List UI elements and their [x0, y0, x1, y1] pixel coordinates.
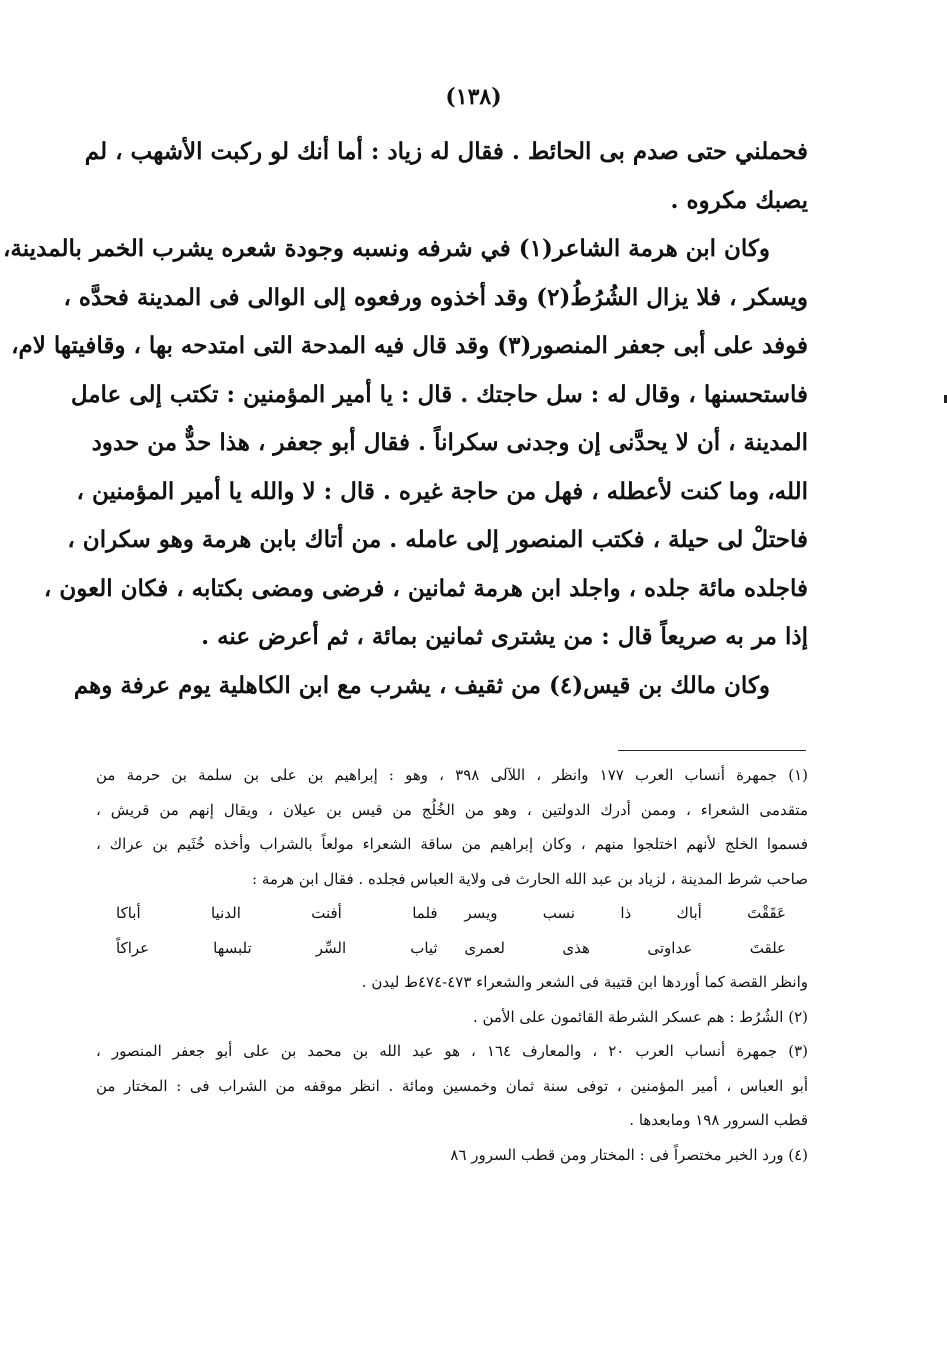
- page-number: (١٣٨): [445, 84, 502, 110]
- verse-hemistich: فلما أفنت الدنيا أباكا: [116, 904, 438, 922]
- text-line: فحملني حتى صدم بى الحائط . فقال له زياد : أما أنك لو ركبت الأشهب ، لم: [84, 138, 808, 165]
- poem-verse: [96, 931, 808, 966]
- text-line: ويسكر ، فلا يزال الشُرُطُ(٢) وقد أخذوه ورفعوه إلى الوالى فى المدينة فحدَّه ،: [63, 283, 808, 311]
- verse-hemistich: علقتَ عداوتى هذى لعمرى: [464, 938, 786, 957]
- text-line: وكان مالك بن قيس(٤) من ثقيف ، يشرب مع ابن الكاهلية يوم عرفة وهم: [73, 671, 770, 699]
- text-line: يصبك مكروه .: [670, 186, 808, 214]
- text-line: وكان ابن هرمة الشاعر(١) في شرفه ونسبه وجودة شعره يشرب الخمر بالمدينة،: [2, 235, 770, 262]
- main-text: [2, 128, 808, 710]
- footnote-line: قطب السرور ١٩٨ ومابعدها .: [629, 1111, 808, 1129]
- text-line: فاحتلْ لى حيلة ، فكتب المنصور إلى عامله . من أتاك بابن هرمة وهو سكران ،: [67, 526, 808, 553]
- text-line: إذا مر به صريعاً قال : من يشترى ثمانين بمائة ، ثم أعرض عنه .: [201, 623, 808, 650]
- text-line: الله، وما كنت لأعطله ، فهل من حاجة غيره . قال : لا والله يا أمير المؤمنين ،: [76, 477, 808, 505]
- footnote-4: (٤) ورد الخبر مختصراً فى : المختار ومن قطب السرور ٨٦: [450, 1145, 808, 1164]
- footnote-line: فسموا الخلج لأنهم اختلجوا منهم ، وكان إبراهيم من ساقة الشعراء مولعاً بالشراب وأخذه خُثَيم بن عراك ،: [96, 835, 808, 853]
- text-line: فاجلده مائة جلده ، واجلد ابن هرمة ثمانين ، فرضى ومضى بكتابه ، فكان العون ،: [43, 574, 808, 602]
- verse-hemistich: ثياب السِّر تلبسها عراكاً: [116, 938, 438, 957]
- footnote-separator: [618, 750, 806, 751]
- poem-verse: [96, 896, 808, 931]
- text-line: المدينة ، أن لا يحدَّنى إن وجدنى سكراناً . فقال أبو جعفر ، هذا حدٌّ من حدود: [91, 429, 808, 456]
- text-line: فوفد على أبى جعفر المنصور(٣) وقد قال فيه المدحة التى امتدحه بها ، وقافيتها لام،: [11, 332, 808, 359]
- footnote-2: (٢) الشُرُط : هم عسكر الشرطة القائمون على الأمن .: [472, 1007, 808, 1026]
- footnotes: [96, 758, 808, 1172]
- text-line: فاستحسنها ، وقال له : سل حاجتك . قال : يا أمير المؤمنين : تكتب إلى عامل: [70, 380, 808, 408]
- footnote-line: صاحب شرط المدينة ، لزياد بن عبد الله الحارث فى ولاية العباس فجلده . فقال ابن هرمة :: [252, 869, 808, 888]
- footnote-line: (١) جمهرة أنساب العرب ١٧٧ وانظر ، اللآلى ٣٩٨ ، وهو : إبراهيم بن على بن سلمة بن حرمة من: [96, 766, 808, 784]
- footnote-line: (٣) جمهرة أنساب العرب ٢٠ ، والمعارف ١٦٤ ، هو عبد الله بن محمد بن على أبو جعفر المنصور ،: [96, 1042, 808, 1060]
- footnote-line: متقدمى الشعراء ، وممن أدرك الدولتين ، وهو من الخُلُج من قيس بن عيلان ، ويقال إنهم من قريش ،: [96, 800, 808, 819]
- footnote-line: وانظر القصة كما أوردها ابن قتيبة فى الشعر والشعراء ٤٧٣-٤٧٤ط ليدن .: [361, 973, 808, 991]
- footnote-line: أبو العباس ، أمير المؤمنين ، توفى سنة ثمان وخمسين ومائة . انظر موقفه من الشراب فى : المختار من: [96, 1076, 808, 1095]
- verse-hemistich: عَقَقْتَ أباك ذا نسب ويسر: [464, 904, 786, 922]
